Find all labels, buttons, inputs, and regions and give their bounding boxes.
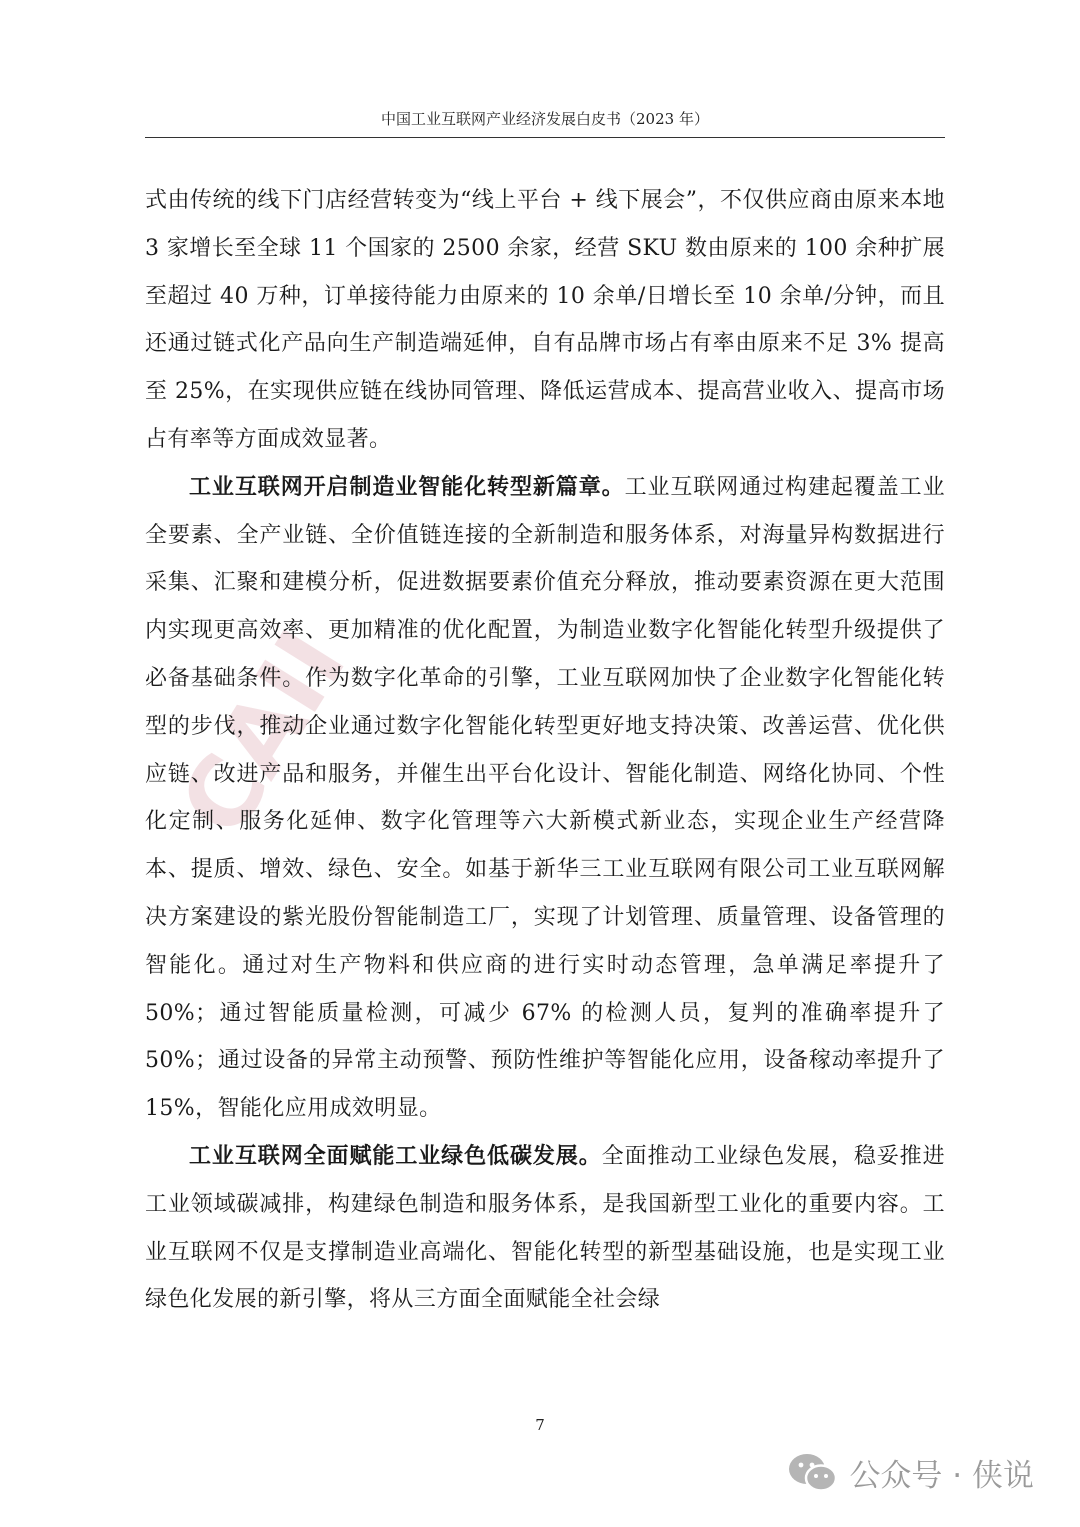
paragraph-1-text: 式由传统的线下门店经营转变为“线上平台 + 线下展会”，不仅供应商由原来本地 3 家增长至全球 11 个国家的 2500 余家，经营 SKU 数由原来的 100 余种扩展至超过 40 万种，订单接待能力由原来的 10 余单/日增长至 10 余单/分钟，而且还通过链式化产品向生产制造端延伸，自有品牌市场占有率由原来不足 3% 提高至 25%，在实现供应链在线协同管理、降低运营成本、提高营业收入、提高市场占有率等方面成效显著。 bbox=[145, 188, 945, 452]
paragraph-3-heading: 工业互联网全面赋能工业绿色低碳发展。 bbox=[189, 1143, 602, 1169]
paragraph-3-text: 全面推动工业绿色发展，稳妥推进工业领域碳减排，构建绿色制造和服务体系，是我国新型工业化的重要内容。工业互联网不仅是支撑制造业高端化、智能化转型的新型基础设施，也是实现工业绿色化发展的新引擎，将从三方面全面赋能全社会绿 bbox=[145, 1143, 945, 1313]
wechat-icon bbox=[787, 1451, 839, 1495]
paragraph-3 bbox=[145, 1133, 945, 1324]
page-header: 中国工业互联网产业经济发展白皮书（2023 年） bbox=[381, 110, 709, 128]
page-number: 7 bbox=[535, 1416, 545, 1434]
footer-brand-text: 公众号 · 侠说 bbox=[849, 1458, 1034, 1494]
footer-brand bbox=[787, 1450, 1034, 1495]
body-text bbox=[145, 177, 945, 1324]
paragraph-2-heading: 工业互联网开启制造业智能化转型新篇章。 bbox=[189, 474, 625, 500]
watermark-logo: CAII bbox=[158, 611, 368, 855]
paragraph-2-text: 工业互联网通过构建起覆盖工业全要素、全产业链、全价值链连接的全新制造和服务体系，对海量异构数据进行采集、汇聚和建模分析，促进数据要素价值充分释放，推动要素资源在更大范围内实现更高效率、更加精准的优化配置，为制造业数字化智能化转型升级提供了必备基础条件。作为数字化革命的引擎，工业互联网加快了企业数字化智能化转型的步伐，推动企业通过数字化智能化转型更好地支持决策、改善运营、优化供应链、改进产品和服务，并催生出平台化设计、智能化制造、网络化协同、个性化定制、服务化延伸、数字化管理等六大新模式新业态，实现企业生产经营降本、提质、增效、绿色、安全。如基于新华三工业互联网有限公司工业互联网解决方案建设的紫光股份智能制造工厂，实现了计划管理、质量管理、设备管理的智能化。通过对生产物料和供应商的进行实时动态管理，急单满足率提升了 50%；通过智能质量检测，可减少 67% 的检测人员，复判的准确率提升了 50%；通过设备的异常主动预警、预防性维护等智能化应用，设备稼动率提升了 15%，智能化应用成效明显。 bbox=[145, 474, 945, 1122]
header-rule bbox=[145, 137, 945, 138]
paragraph-2 bbox=[145, 464, 945, 1133]
paragraph-1 bbox=[145, 177, 945, 464]
